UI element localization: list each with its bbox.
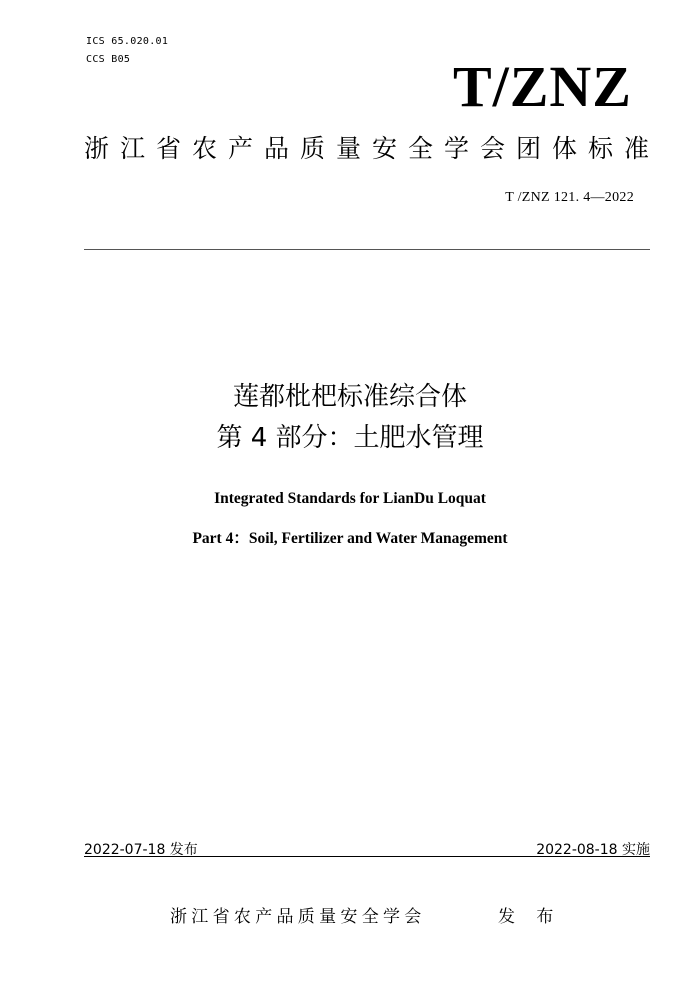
header-divider [84, 249, 650, 250]
implement-date: 2022-08-18 实施 [536, 842, 650, 858]
document-title-english-line1: Integrated Standards for LianDu Loquat [214, 490, 486, 507]
standard-brand-mark: T/ZNZ [452, 54, 632, 119]
footer-divider [84, 856, 650, 857]
document-title-english-line2: Part 4：Soil, Fertilizer and Water Management [192, 530, 508, 547]
issue-label: 发 布 [498, 907, 562, 927]
organization-standard-title: 浙江省农产品质量安全学会团体标准 [84, 134, 661, 163]
ccs-code: CCS B05 [86, 54, 131, 65]
issuing-organization: 浙江省农产品质量安全学会 [170, 907, 426, 927]
standard-number: T /ZNZ 121. 4—2022 [505, 190, 634, 205]
document-title-chinese-line1: 莲都枇杷标准综合体 [232, 382, 467, 412]
publish-date: 2022-07-18 发布 [84, 842, 198, 858]
ics-code: ICS 65.020.01 [86, 36, 169, 47]
document-title-chinese-line2: 第 4 部分：土肥水管理 [216, 423, 484, 453]
